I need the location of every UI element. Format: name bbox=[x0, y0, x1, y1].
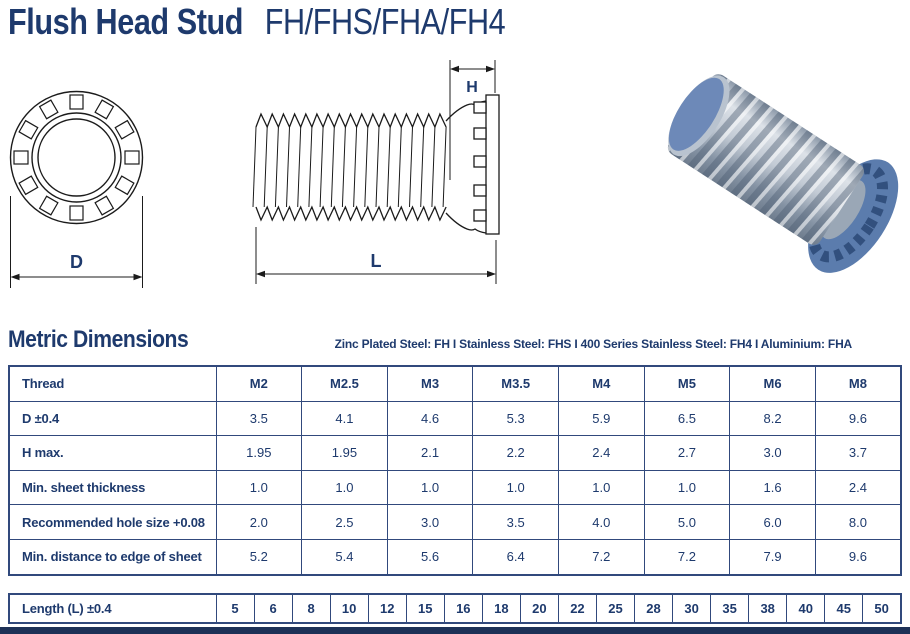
length-value-cell: 38 bbox=[749, 594, 787, 623]
value-cell: 4.0 bbox=[559, 505, 645, 540]
d-dimension-lines bbox=[11, 196, 143, 288]
length-value-cell: 6 bbox=[254, 594, 292, 623]
value-cell: 5.6 bbox=[387, 539, 473, 574]
length-value-cell: 18 bbox=[482, 594, 520, 623]
flange-plate bbox=[486, 95, 499, 234]
d-dimension-label: D bbox=[70, 252, 83, 272]
length-table bbox=[8, 593, 902, 624]
value-cell: 2.5 bbox=[302, 505, 388, 540]
length-value-cell: 35 bbox=[711, 594, 749, 623]
length-value-cell: 10 bbox=[330, 594, 368, 623]
side-view-drawing bbox=[243, 52, 515, 300]
stud-3d bbox=[648, 51, 910, 289]
row-label-cell: H max. bbox=[9, 436, 216, 471]
value-cell: 6.5 bbox=[644, 401, 730, 436]
length-value-cell: 28 bbox=[635, 594, 673, 623]
value-cell: 1.0 bbox=[644, 470, 730, 505]
outer-circle bbox=[11, 92, 143, 224]
metric-dimensions-table bbox=[8, 365, 902, 576]
value-cell: 1.0 bbox=[473, 470, 559, 505]
value-cell: 4.6 bbox=[387, 401, 473, 436]
value-cell: 3.5 bbox=[473, 505, 559, 540]
length-value-cell: 12 bbox=[368, 594, 406, 623]
value-cell: 5.9 bbox=[559, 401, 645, 436]
table-row bbox=[9, 470, 901, 505]
value-cell: 1.6 bbox=[730, 470, 816, 505]
value-cell: 5.4 bbox=[302, 539, 388, 574]
value-cell: 5.3 bbox=[473, 401, 559, 436]
row-label-cell: Min. sheet thickness bbox=[9, 470, 216, 505]
value-cell: 5.2 bbox=[216, 539, 302, 574]
thread-size-cell: M2.5 bbox=[302, 366, 388, 401]
value-cell: 7.2 bbox=[559, 539, 645, 574]
value-cell: 8.0 bbox=[815, 505, 901, 540]
thread-size-cell: M6 bbox=[730, 366, 816, 401]
length-value-cell: 8 bbox=[292, 594, 330, 623]
value-cell: 1.0 bbox=[302, 470, 388, 505]
length-value-cell: 22 bbox=[558, 594, 596, 623]
thread-header-cell: Thread bbox=[9, 366, 216, 401]
value-cell: 6.0 bbox=[730, 505, 816, 540]
value-cell: 4.1 bbox=[302, 401, 388, 436]
value-cell: 5.0 bbox=[644, 505, 730, 540]
row-label-cell: Recommended hole size +0.08 bbox=[9, 505, 216, 540]
serration-teeth bbox=[14, 95, 139, 220]
product-photo bbox=[648, 40, 910, 298]
length-value-cell: 45 bbox=[825, 594, 863, 623]
value-cell: 2.4 bbox=[559, 436, 645, 471]
thread-size-cell: M2 bbox=[216, 366, 302, 401]
value-cell: 7.2 bbox=[644, 539, 730, 574]
row-label-cell: D ±0.4 bbox=[9, 401, 216, 436]
length-value-cell: 15 bbox=[406, 594, 444, 623]
value-cell: 1.95 bbox=[302, 436, 388, 471]
page-title-code: FH/FHS/FHA/FH4 bbox=[264, 1, 506, 42]
l-dimension-label: L bbox=[370, 251, 382, 271]
inner-circle bbox=[38, 119, 115, 196]
value-cell: 2.0 bbox=[216, 505, 302, 540]
row-label-cell: Min. distance to edge of sheet bbox=[9, 539, 216, 574]
value-cell: 1.0 bbox=[216, 470, 302, 505]
thread-size-cell: M4 bbox=[559, 366, 645, 401]
value-cell: 1.0 bbox=[387, 470, 473, 505]
thread-size-cell: M3.5 bbox=[473, 366, 559, 401]
thread-size-cell: M8 bbox=[815, 366, 901, 401]
value-cell: 7.9 bbox=[730, 539, 816, 574]
thread-size-cell: M5 bbox=[644, 366, 730, 401]
thread-top-edge bbox=[256, 114, 446, 127]
front-view-outline bbox=[11, 92, 143, 224]
value-cell: 3.0 bbox=[730, 436, 816, 471]
value-cell: 6.4 bbox=[473, 539, 559, 574]
length-value-cell: 30 bbox=[673, 594, 711, 623]
length-value-cell: 50 bbox=[863, 594, 901, 623]
value-cell: 3.5 bbox=[216, 401, 302, 436]
value-cell: 2.1 bbox=[387, 436, 473, 471]
thread-bottom-edge bbox=[256, 207, 446, 220]
length-value-cell: 20 bbox=[520, 594, 558, 623]
value-cell: 9.6 bbox=[815, 401, 901, 436]
length-value-cell: 16 bbox=[444, 594, 482, 623]
thread-flank-lines bbox=[253, 127, 446, 207]
value-cell: 9.6 bbox=[815, 539, 901, 574]
thread-size-cell: M3 bbox=[387, 366, 473, 401]
ring-circle bbox=[32, 113, 121, 202]
h-dimension-label: H bbox=[466, 79, 478, 96]
page-title-row bbox=[8, 1, 506, 42]
page-title: Flush Head Stud bbox=[8, 1, 244, 42]
table-row bbox=[9, 505, 901, 540]
front-view-drawing bbox=[6, 64, 158, 302]
materials-note: Zinc Plated Steel: FH I Stainless Steel: FHS I 400 Series Stainless Steel: FH4 I Aluminium: FHA bbox=[334, 337, 852, 351]
value-cell: 1.0 bbox=[559, 470, 645, 505]
value-cell: 2.7 bbox=[644, 436, 730, 471]
table-row bbox=[9, 539, 901, 574]
section-heading: Metric Dimensions bbox=[8, 326, 189, 353]
value-cell: 1.95 bbox=[216, 436, 302, 471]
length-row bbox=[9, 594, 901, 623]
dimension-arrows bbox=[256, 66, 496, 277]
length-value-cell: 40 bbox=[787, 594, 825, 623]
length-label-cell: Length (L) ±0.4 bbox=[9, 594, 216, 623]
head-serration-teeth bbox=[474, 102, 486, 221]
stud-outline bbox=[253, 95, 499, 234]
value-cell: 2.4 bbox=[815, 470, 901, 505]
length-value-cell: 25 bbox=[596, 594, 634, 623]
value-cell: 2.2 bbox=[473, 436, 559, 471]
value-cell: 8.2 bbox=[730, 401, 816, 436]
table-row bbox=[9, 401, 901, 436]
value-cell: 3.0 bbox=[387, 505, 473, 540]
value-cell: 3.7 bbox=[815, 436, 901, 471]
table-header-row bbox=[9, 366, 901, 401]
page-header bbox=[8, 1, 593, 42]
footer-bar bbox=[0, 627, 910, 634]
length-value-cell: 5 bbox=[216, 594, 254, 623]
table-row bbox=[9, 436, 901, 471]
